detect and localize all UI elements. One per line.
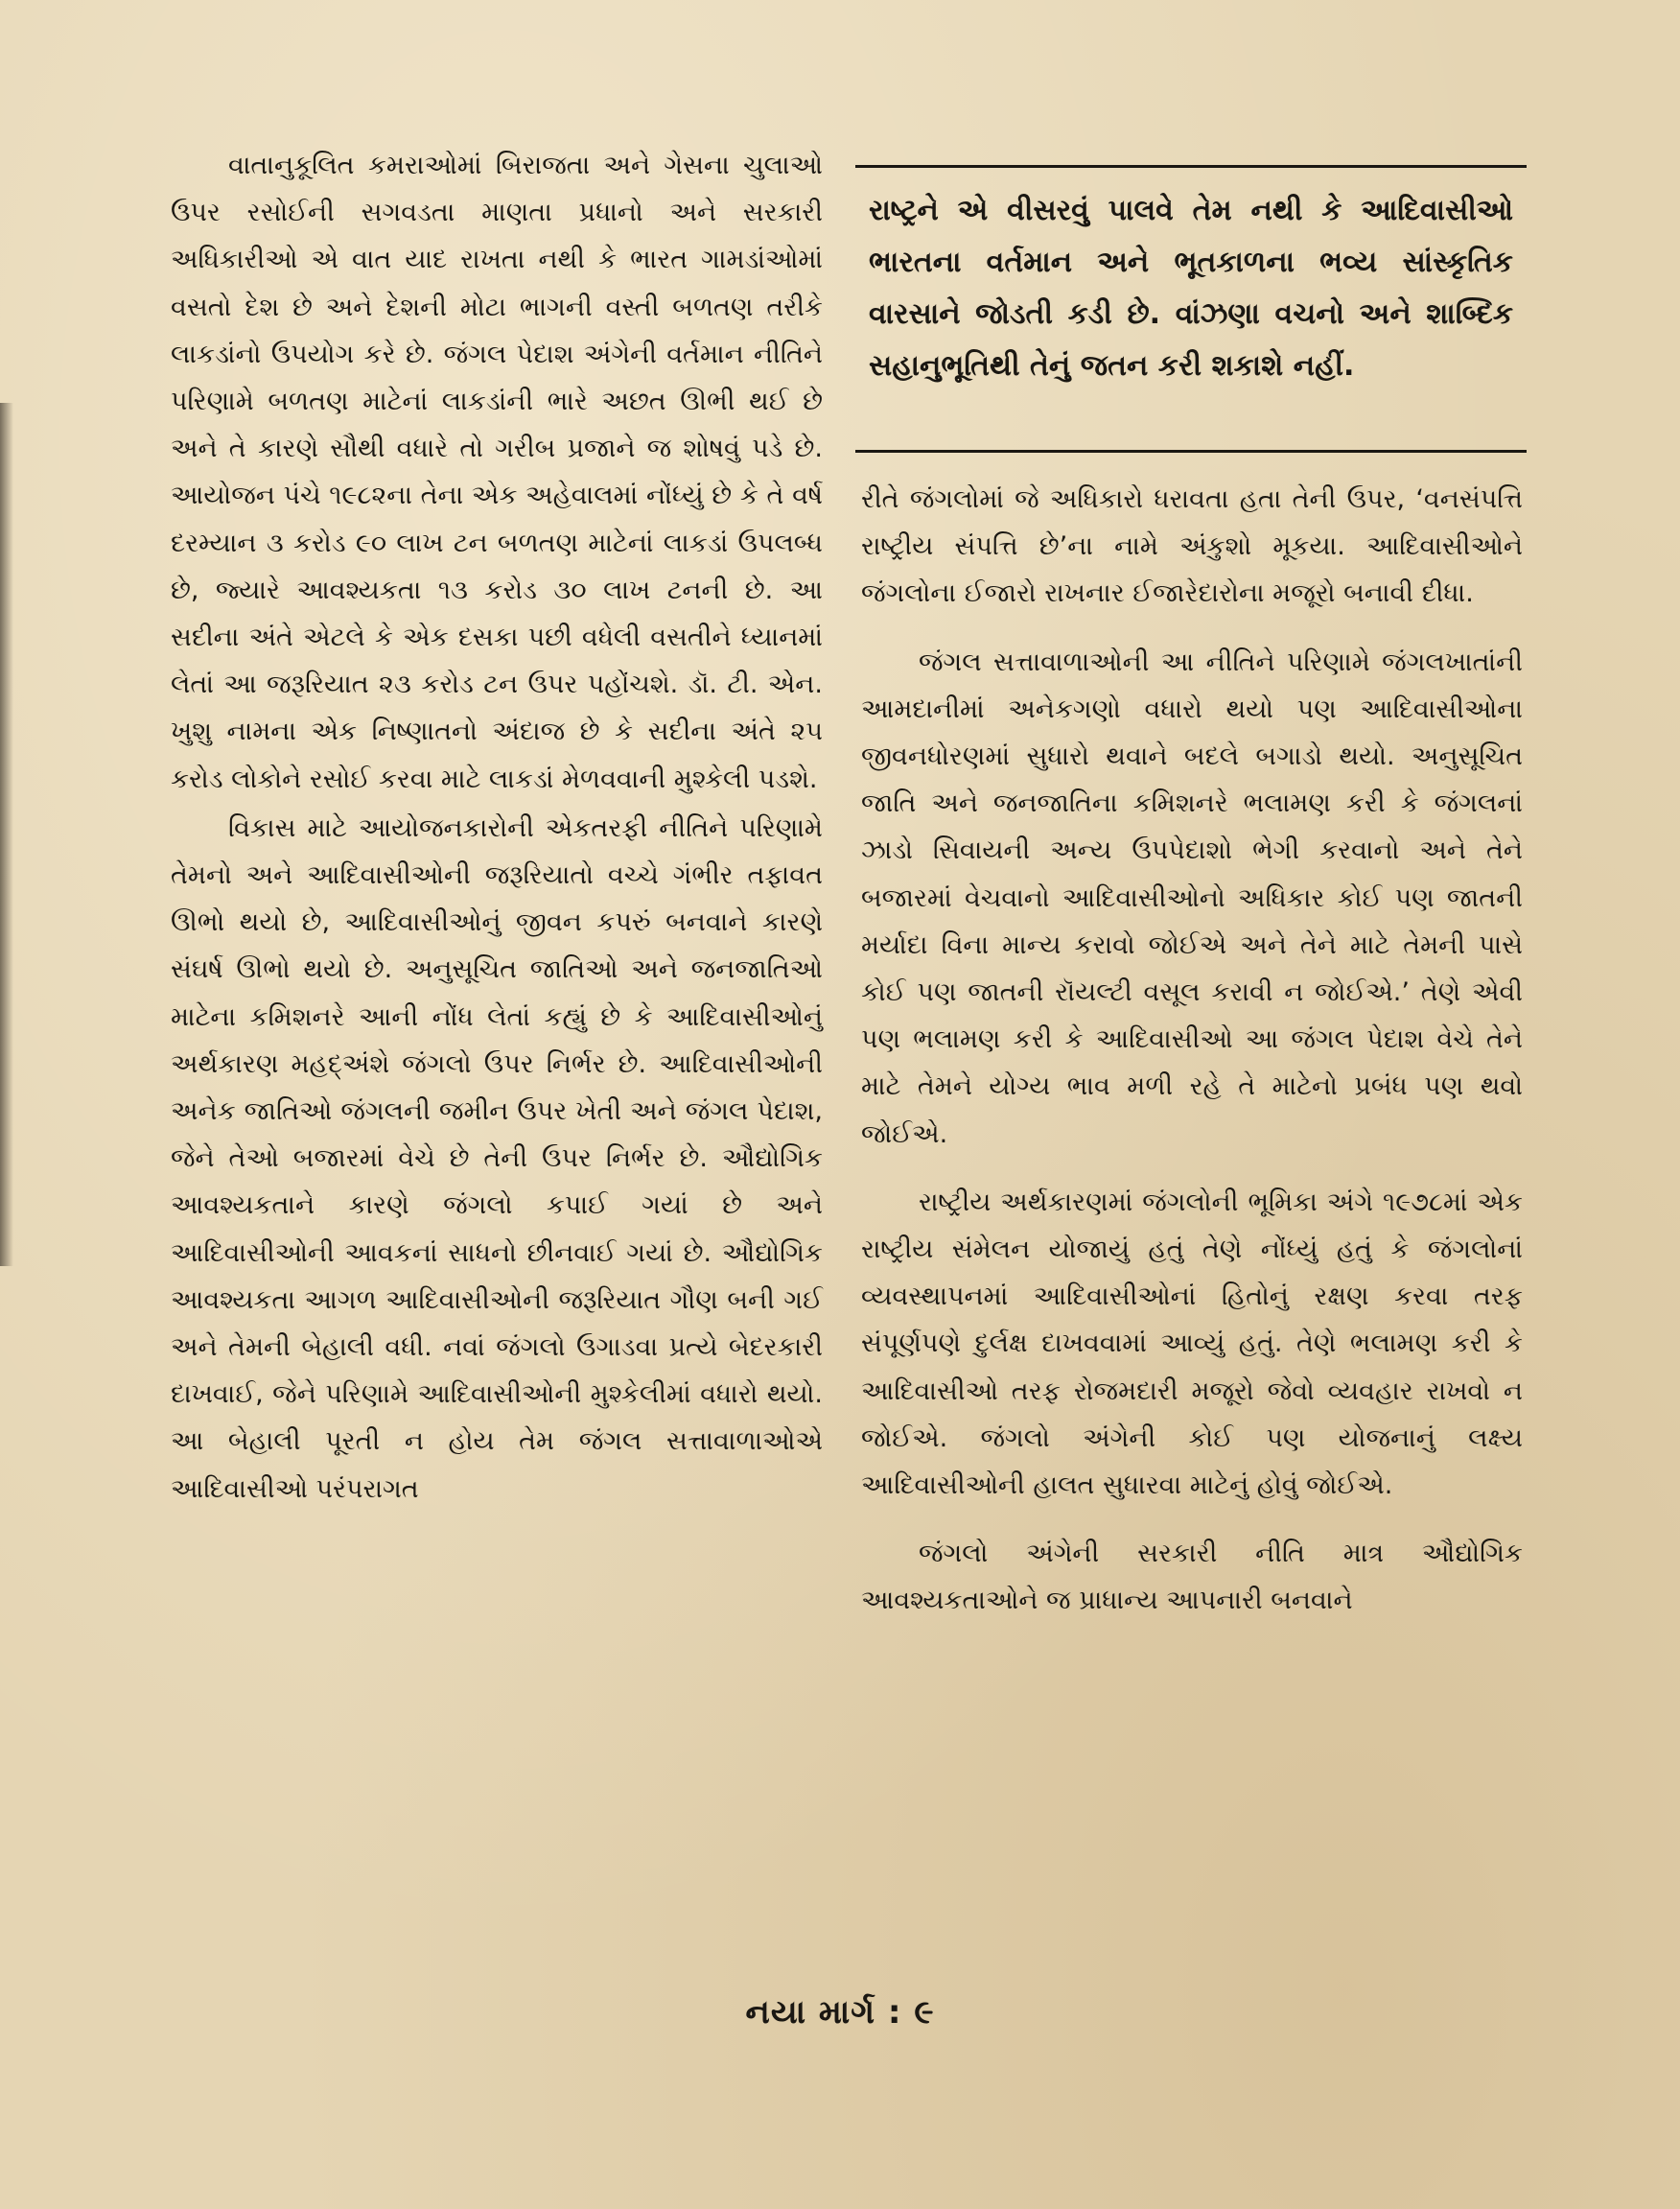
page-footer: નયા માર્ગ : ૯	[745, 1993, 935, 2032]
left-column	[171, 142, 823, 1513]
body-paragraph: જંગલ સત્તાવાળાઓની આ નીતિને પરિણામે જંગલખાતાંની આમદાનીમાં અનેકગણો વધારો થયો પણ આદિવાસીઓના જીવનધોરણમાં સુધારો થવાને બદલે બગાડો થયો. અનુસૂચિત જાતિ અને જનજાતિના કમિશનરે ભલામણ કરી કે જંગલનાં ઝાડો સિવાયની અન્ય ઉપપેદાશો ભેગી કરવાનો અને તેને બજારમાં વેચવાનો આદિવાસીઓનો અધિકાર કોઈ પણ જાતની મર્યાદા વિના માન્ય કરાવો જોઈએ અને તેને માટે તેમની પાસે કોઈ પણ જાતની રૉયલ્ટી વસૂલ કરાવી ન જોઈએ.’ તેણે એવી પણ ભલામણ કરી કે આદિવાસીઓ આ જંગલ પેદાશ વેચે તેને માટે તેમને યોગ્ય ભાવ મળી રહે તે માટેનો પ્રબંધ પણ થવો જોઈએ.	[861, 646, 1523, 1149]
page-edge-stain	[0, 403, 13, 1266]
pull-quote-text: રાષ્ટ્રને એ વીસરવું પાલવે તેમ નથી કે આદિવાસીઓ ભારતના વર્તમાન અને ભૂતકાળના ભવ્ય સાંસ્કૃતિક વારસાને જોડતી કડી છે. વાંઝણા વચનો અને શાબ્દિક સહાનુભૂતિથી તેનું જતન કરી શકાશે નહીં.	[869, 194, 1513, 383]
body-paragraph: જંગલો અંગેની સરકારી નીતિ માત્ર ઔદ્યોગિક આવશ્યકતાઓને જ પ્રાધાન્ય આપનારી બનવાને	[861, 1539, 1523, 1616]
body-paragraph: રીતે જંગલોમાં જે અધિકારો ધરાવતા હતા તેની ઉપર, ‘વનસંપત્તિ રાષ્ટ્રીય સંપત્તિ છે’ના નામે અંકુશો મૂકયા. આદિવાસીઓને જંગલોના ઈજારો રાખનાર ઈજારેદારોના મજૂરો બનાવી દીધા.	[861, 484, 1523, 609]
body-paragraph: વિકાસ માટે આયોજનકારોની એકતરફી નીતિને પરિણામે તેમનો અને આદિવાસીઓની જરૂરિયાતો વચ્ચે ગંભીર તફાવત ઊભો થયો છે, આદિવાસીઓનું જીવન કપરું બનવાને કારણે સંઘર્ષ ઊભો થયો છે. અનુસૂચિત જાતિઓ અને જનજાતિઓ માટેના કમિશનરે આની નોંધ લેતાં કહ્યું છે કે આદિવાસીઓનું અર્થકારણ મહદ્અંશે જંગલો ઉપર નિર્ભર છે. આદિવાસીઓની અનેક જાતિઓ જંગલની જમીન ઉપર ખેતી અને જંગલ પેદાશ, જેને તેઓ બજારમાં વેચે છે તેની ઉપર નિર્ભર છે. ઔદ્યોગિક આવશ્યકતાને કારણે જંગલો કપાઈ ગયાં છે અને આદિવાસીઓની આવકનાં સાધનો છીનવાઈ ગયાં છે. ઔદ્યોગિક આવશ્યકતા આગળ આદિવાસીઓની જરૂરિયાત ગૌણ બની ગઈ અને તેમની બેહાલી વધી. નવાં જંગલો ઉગાડવા પ્રત્યે બેદરકારી દાખવાઈ, જેને પરિણામે આદિવાસીઓની મુશ્કેલીમાં વધારો થયો. આ બેહાલી પૂરતી ન હોય તેમ જંગલ સત્તાવાળાઓએ આદિવાસીઓ પરંપરાગત	[171, 812, 823, 1504]
body-paragraph: રાષ્ટ્રીય અર્થકારણમાં જંગલોની ભૂમિકા અંગે ૧૯૭૮માં એક રાષ્ટ્રીય સંમેલન યોજાયું હતું તેણે નોંધ્યું હતું કે જંગલોનાં વ્યવસ્થાપનમાં આદિવાસીઓનાં હિતોનું રક્ષણ કરવા તરફ સંપૂર્ણપણે દુર્લક્ષ દાખવવામાં આવ્યું હતું. તેણે ભલામણ કરી કે આદિવાસીઓ તરફ રોજમદારી મજૂરો જેવો વ્યવહાર રાખવો ન જોઈએ. જંગલો અંગેની કોઈ પણ યોજનાનું લક્ષ્ય આદિવાસીઓની હાલત સુધારવા માટેનું હોવું જોઈએ.	[861, 1187, 1523, 1501]
right-column	[861, 470, 1523, 1625]
body-paragraph: વાતાનુકૂલિત કમરાઓમાં બિરાજતા અને ગેસના ચુલાઓ ઉપર રસોઈની સગવડતા માણતા પ્રધાનો અને સરકારી અધિકારીઓ એ વાત યાદ રાખતા નથી કે ભારત ગામડાંઓમાં વસતો દેશ છે અને દેશની મોટા ભાગની વસ્તી બળતણ તરીકે લાકડાંનો ઉપયોગ કરે છે. જંગલ પેદાશ અંગેની વર્તમાન નીતિને પરિણામે બળતણ માટેનાં લાકડાંની ભારે અછત ઊભી થઈ છે અને તે કારણે સૌથી વધારે તો ગરીબ પ્રજાને જ શોષવું પડે છે. આયોજન પંચે ૧૯૮૨ના તેના એક અહેવાલમાં નોંધ્યું છે કે તે વર્ષ દરમ્યાન ૩ કરોડ ૯૦ લાખ ટન બળતણ માટેનાં લાકડાં ઉપલબ્ધ છે, જ્યારે આવશ્યકતા ૧૩ કરોડ ૩૦ લાખ ટનની છે. આ સદીના અંતે એટલે કે એક દસકા પછી વધેલી વસતીને ધ્યાનમાં લેતાં આ જરૂરિયાત ૨૩ કરોડ ટન ઉપર પહોંચશે. ડૉ. ટી. એન. ખુશુ નામના એક નિષ્ણાતનો અંદાજ છે કે સદીના અંતે ૨૫ કરોડ લોકોને રસોઈ કરવા માટે લાકડાં મેળવવાની મુશ્કેલી પડશે.	[171, 151, 823, 794]
pull-quote	[855, 165, 1527, 453]
